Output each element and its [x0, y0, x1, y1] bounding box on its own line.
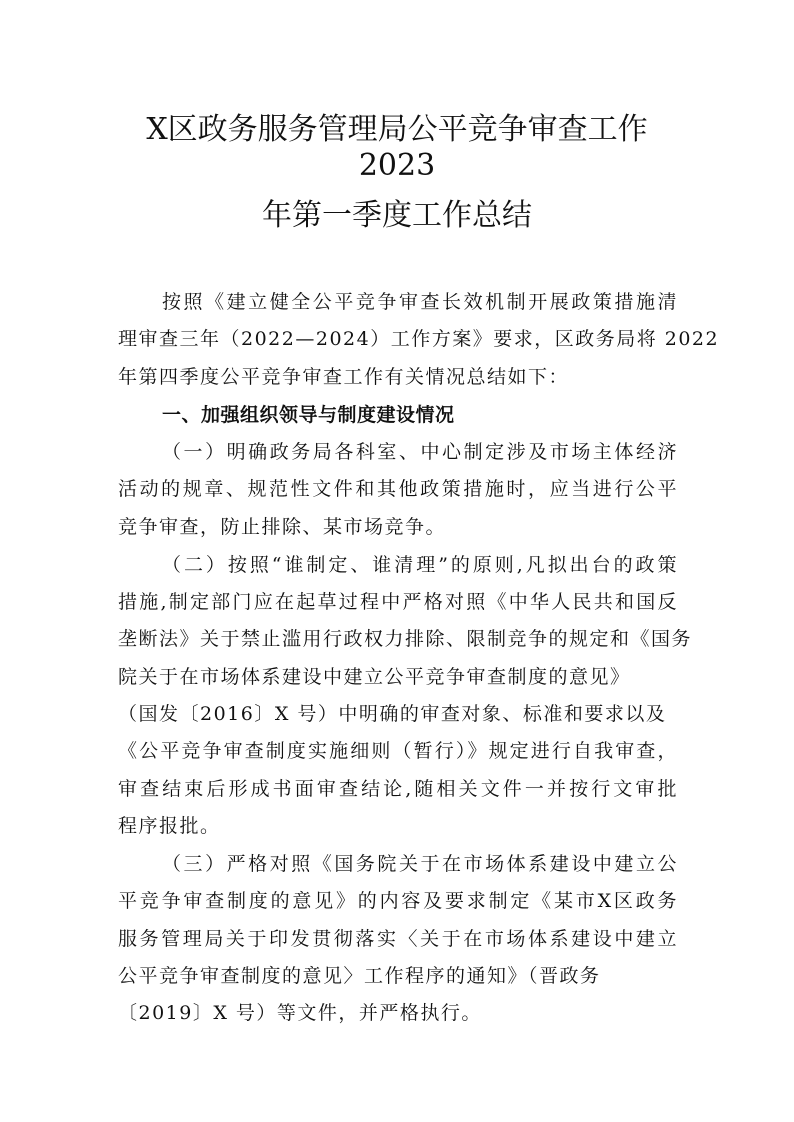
- paragraph-item-2-line-6: 《公平竞争审查制度实施细则（暂行）》规定进行自我审查，: [118, 740, 678, 762]
- paragraph-item-2-line-7: 审查结束后形成书面审查结论,随相关文件一并按行文审批: [118, 778, 678, 800]
- paragraph-item-3-line-5: 〔2019〕X 号）等文件，并严格执行。: [118, 1002, 482, 1024]
- paragraph-intro-line-1: 按照《建立健全公平竞争审查长效机制开展政策措施清: [162, 291, 678, 313]
- paragraph-item-3-line-2: 平竞争审查制度的意见》的内容及要求制定《某市X区政务: [118, 890, 678, 912]
- paragraph-item-2-line-4: 院关于在市场体系建设中建立公平竞争审查制度的意见》: [118, 666, 631, 688]
- paragraph-item-2-line-1: （二）按照“谁制定、谁清理”的原则,凡拟出台的政策: [162, 554, 678, 576]
- section-heading-1: 一、加强组织领导与制度建设情况: [162, 404, 455, 426]
- paragraph-item-1-line-2: 活动的规章、规范性文件和其他政策措施时，应当进行公平: [118, 478, 678, 500]
- paragraph-item-3-line-3: 服务管理局关于印发贯彻落实〈关于在市场体系建设中建立: [118, 928, 678, 950]
- paragraph-item-2-line-2: 措施,制定部门应在起草过程中严格对照《中华人民共和国反: [118, 591, 678, 613]
- paragraph-item-2-line-8: 程序报批。: [118, 815, 221, 837]
- paragraph-item-2-line-5: （国发〔2016〕X 号）中明确的审查对象、标准和要求以及: [118, 703, 667, 725]
- paragraph-item-1-line-3: 竞争审查，防止排除、某市场竞争。: [118, 516, 447, 538]
- paragraph-item-2-line-3: 垄断法》关于禁止滥用行政权力排除、限制竞争的规定和《国务: [118, 628, 693, 650]
- paragraph-intro-line-3: 年第四季度公平竞争审查工作有关情况总结如下：: [118, 366, 570, 388]
- paragraph-item-3-line-1: （三）严格对照《国务院关于在市场体系建设中建立公: [162, 853, 678, 875]
- document-title-line-3: 年第一季度工作总结: [262, 198, 532, 233]
- document-title-line-1: X区政务服务管理局公平竞争审查工作: [146, 112, 648, 147]
- paragraph-item-1-line-1: （一）明确政务局各科室、中心制定涉及市场主体经济: [162, 441, 678, 463]
- document-title-line-2: 2023: [358, 148, 436, 183]
- paragraph-item-3-line-4: 公平竞争审查制度的意见〉工作程序的通知》（晋政务: [118, 965, 601, 987]
- paragraph-intro-line-2: 理审查三年（2022—2024）工作方案》要求，区政务局将 2022: [118, 328, 720, 350]
